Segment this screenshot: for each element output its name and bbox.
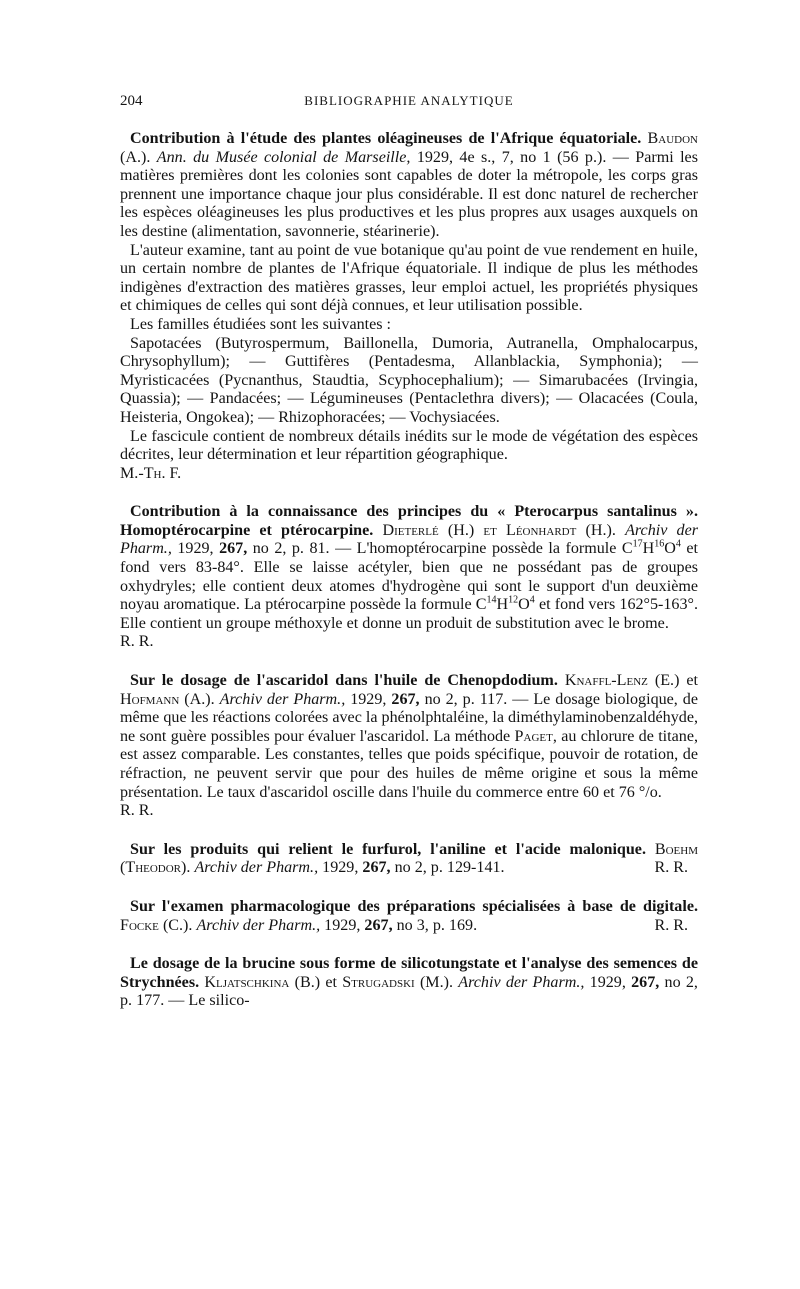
entry-brucine xyxy=(120,955,698,1011)
entry-signature: R. R. xyxy=(120,802,154,820)
entry-title: Contribution à la connaissance des principes du « Pterocarpus santalinus ». Homoptérocarpine et ptérocarpine. xyxy=(120,503,698,539)
entry-citation: Contribution à l'étude des plantes oléagineuses de l'Afrique équatoriale. Baudon (A.). Ann. du Musée colonial de Marseille, 1929, 4e s., 7, no 1 (56 p.). — Parmi les matières premières dont les colonies sont capables de doter la métropole, les corps gras prennent une importance chaque jour plus considérable. Il est donc naturel de rechercher les espèces oléagineuses les plus productives et les plus propres aux usages auxquels on les destine (alimentation, savonnerie, stéarinerie). xyxy=(120,130,698,240)
entry-title: Le dosage de la brucine sous forme de silicotungstate et l'analyse des semences de Strychnées. xyxy=(120,955,698,991)
entry-citation: Le dosage de la brucine sous forme de silicotungstate et l'analyse des semences de Strychnées. Kljatschkina (B.) et Strugadski (M.). Archiv der Pharm., 1929, 267, no 2, p. 177. — Le silico- xyxy=(120,955,698,1010)
entry-title: Sur l'examen pharmacologique des préparations spécialisées à base de digitale. xyxy=(130,897,698,915)
journal-name: Archiv der Pharm., xyxy=(194,859,319,877)
journal-name: Archiv der Pharm., xyxy=(196,916,321,934)
entry-signature: R. R. xyxy=(654,916,688,934)
entry-paragraph: Les familles étudiées sont les suivantes : xyxy=(130,315,392,333)
entry-citation: Sur l'examen pharmacologique des préparations spécialisées à base de digitale. Focke (C.). Archiv der Pharm., 1929, 267, no 3, p. 169. R. R. xyxy=(120,897,698,934)
entry-signature: R. R. xyxy=(120,633,154,651)
entry-oleagineuses xyxy=(120,130,698,483)
entry-author: Hofmann xyxy=(120,690,180,708)
entry-citation: Sur les produits qui relient le furfurol, l'aniline et l'acide malonique. Boehm (Theodor). Archiv der Pharm., 1929, 267, no 2, p. 129-141. R. R. xyxy=(120,840,698,877)
journal-name: Ann. du Musée colonial de Marseille, xyxy=(156,148,411,166)
entry-paragraph: Le fascicule contient de nombreux détails inédits sur le mode de végétation des espèces décrites, leur détermination et leur répartition géographique. xyxy=(120,427,698,464)
entry-ascaridol xyxy=(120,672,698,821)
entry-title: Sur le dosage de l'ascaridol dans l'huile de Chenopdodium. xyxy=(130,672,558,690)
entry-authors: Dieterlé (H.) et Léonhardt (H.). xyxy=(382,521,616,539)
journal-name: Archiv der Pharm., xyxy=(219,690,346,708)
entry-title: Contribution à l'étude des plantes oléagineuses de l'Afrique équatoriale. xyxy=(130,130,642,147)
families-list: Sapotacées (Butyrospermum, Baillonella, Dumoria, Autranella, Omphalocarpus, Chrysophyllum); — Guttifères (Pentadesma, Allanblackia, Symphonia); — Myristicacées (Pycnanthus, Staudtia, Scyphocephalium); — Simarubacées (Irvingia, Quassia); — Pandacées; — Légumineuses (Pentaclethra divers); — Olacacées (Coula, Heisteria, Ongokea); — Rhizophoracées; — Vochysiacées. xyxy=(120,334,698,426)
entry-title: Sur les produits qui relient le furfurol, l'aniline et l'acide malonique. xyxy=(130,840,646,858)
journal-name: Archiv der Pharm., xyxy=(120,521,698,558)
entry-author: Focke xyxy=(120,916,159,934)
entry-furfurol xyxy=(120,841,698,878)
entry-citation: Contribution à la connaissance des principes du « Pterocarpus santalinus ». Homoptérocarpine et ptérocarpine. Dieterlé (H.) et Léonhardt (H.). Archiv der Pharm., 1929, 267, no 2, p. 81. — L'homoptérocarpine possède la formule $C^{17}H^{16}O^4$ et fond vers 83-84°. Elle se laisse acétyler, bien que ne possédant pas de groupes oxhydryles; elle contient deux atomes d'hydrogène qui sont le support d'un deuxième noyau aromatique. La ptérocarpine possède la formule $C^{14}H^{12}O^4$ et fond vers 162°5-163°. Elle contient un groupe méthoxyle et donne un produit de substitution avec le brome. xyxy=(120,503,699,632)
page-number: 204 xyxy=(120,93,143,109)
entry-digitale xyxy=(120,898,698,935)
document-page xyxy=(120,92,698,1031)
entry-author: Kljatschkina xyxy=(204,973,290,991)
journal-name: Archiv der Pharm., xyxy=(458,973,585,991)
entry-signature: M.-Th. F. xyxy=(120,464,182,482)
entry-pterocarpus xyxy=(120,503,698,652)
entry-paragraph: L'auteur examine, tant au point de vue botanique qu'au point de vue rendement en huile, un certain nombre de plantes de l'Afrique équatoriale. Il indique de plus les méthodes indigènes d'extraction des matières grasses, leur emploi actuel, les propriétés physiques et chimiques de celles qui sont déjà connues, et leur utilisation possible. xyxy=(120,241,698,315)
entry-signature: R. R. xyxy=(654,859,688,877)
entry-citation: Sur le dosage de l'ascaridol dans l'huile de Chenopdodium. Knaffl-Lenz (E.) et Hofmann (A.). Archiv der Pharm., 1929, 267, no 2, p. 117. — Le dosage biologique, de même que les réactions colorées avec la phénolphtaléine, la diméthylaminobenzaldéhyde, ne sont guère possibles pour évaluer l'ascaridol. La méthode Paget, au chlorure de titane, est assez comparable. Les constantes, telles que poids spécifique, pouvoir de rotation, de réfraction, ne peuvent servir que pour des huiles de même origine et sous la même présentation. Le taux d'ascaridol oscille dans l'huile du commerce entre 60 et 76 °/o. xyxy=(120,672,699,801)
entry-author: Baudon xyxy=(647,130,698,147)
entry-author: Boehm xyxy=(654,840,698,858)
entry-author: Strugadski xyxy=(342,973,415,991)
entry-author: Knaffl-Lenz xyxy=(564,672,648,690)
running-header xyxy=(120,92,698,112)
running-title: BIBLIOGRAPHIE ANALYTIQUE xyxy=(304,93,514,108)
